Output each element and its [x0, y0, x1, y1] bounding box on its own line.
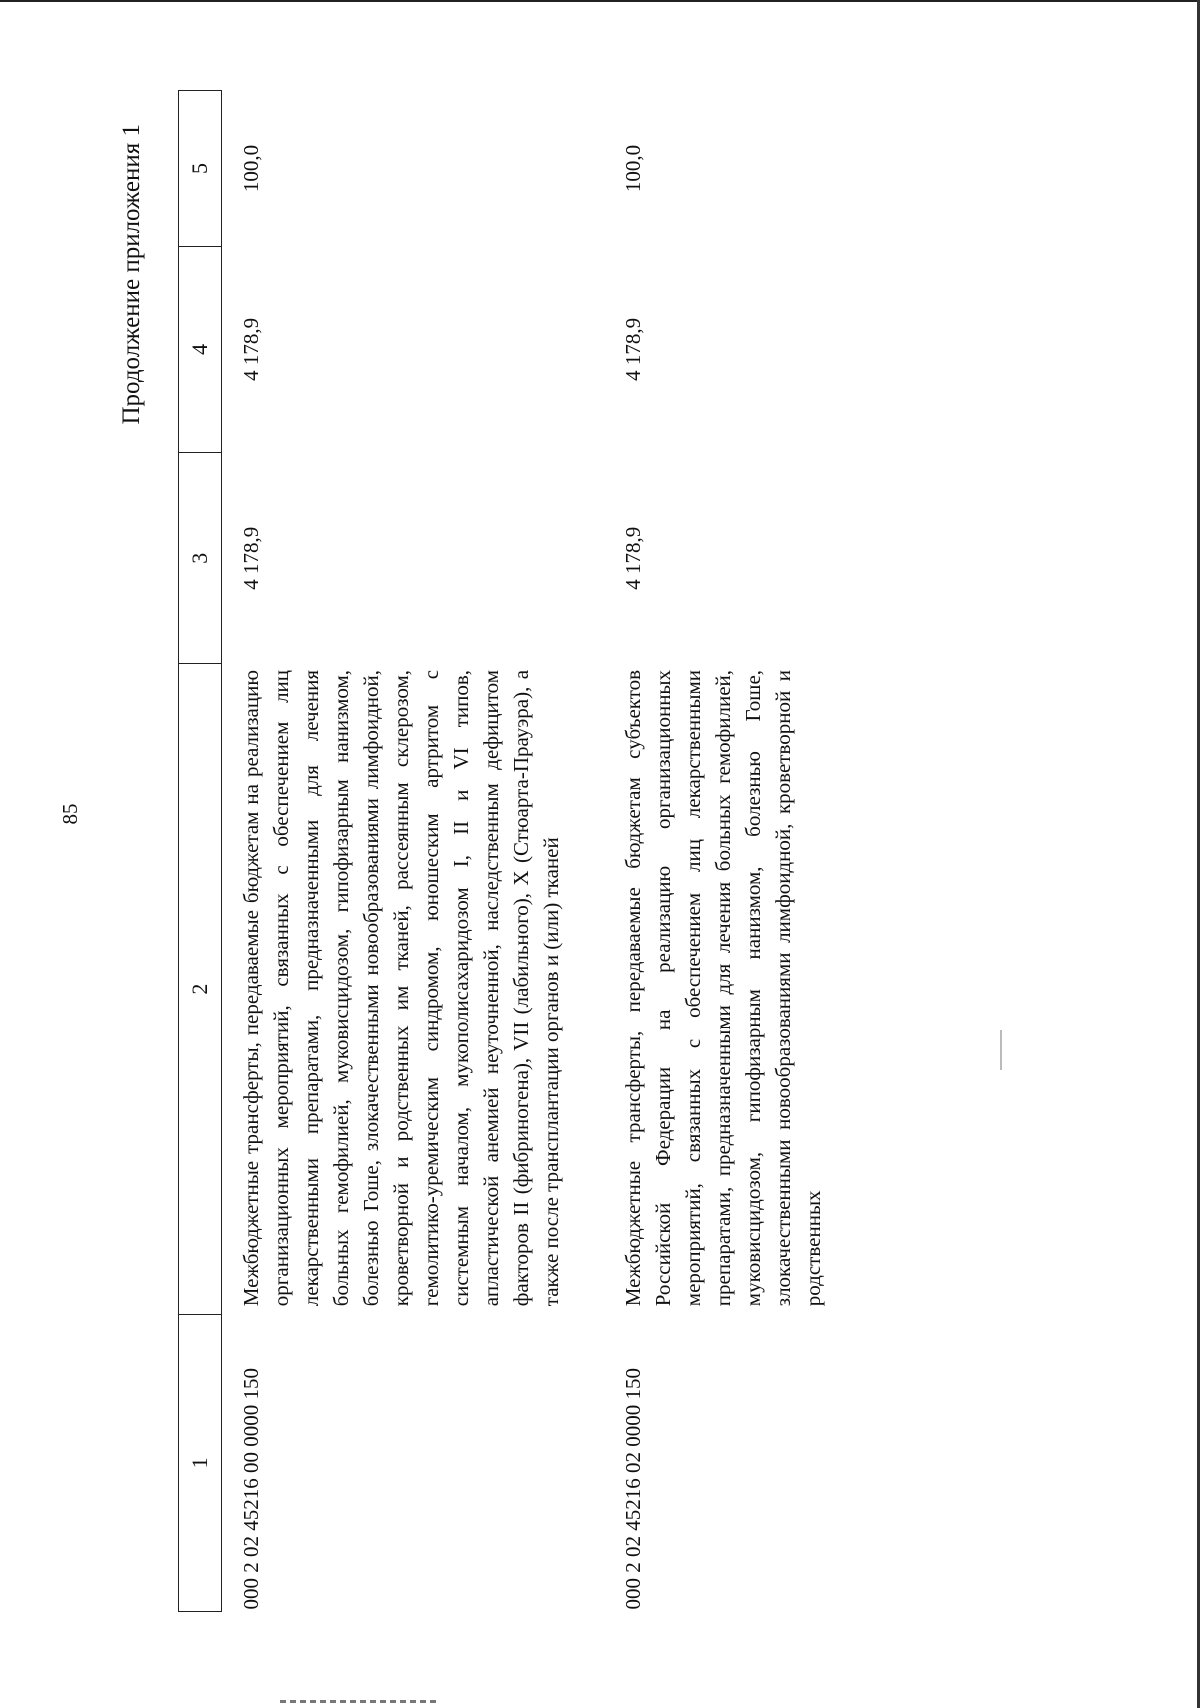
value-col3: 4 178,9 — [621, 526, 645, 590]
table-row — [604, 91, 828, 1612]
budget-code: 000 2 02 45216 02 0000 150 — [621, 1368, 645, 1610]
continuation-label: Продолжение приложения 1 — [118, 124, 145, 425]
column-header-1: 1 — [179, 1314, 222, 1611]
table-row — [222, 91, 605, 1612]
appendix-table — [178, 90, 828, 1612]
table-header-row — [179, 91, 222, 1612]
column-header-4: 4 — [179, 246, 222, 452]
page-number: 85 — [58, 803, 82, 825]
value-col4: 4 178,9 — [621, 317, 645, 381]
value-col5: 100,0 — [621, 144, 645, 193]
row-description: Межбюджетные трансферты, передаваемые бюджетам на реализацию организационных мероприятий, связанных с обеспечением лиц лекарственными препаратами, предназначенными для лечения больных гемофилией, муковисцидозом, гипофизарным нанизмом, болезнью Гоше, злокачественными новообразованиями лимфоидной, кроветворной и родственных им тканей, рассеянным склерозом, гемолитико-уремическим синдромом, юношеским артритом с системным началом, мукополисахаридозом I, II и VI типов, апластической анемией неуточненной, наследственным дефицитом факторов II (фибриногена), VII (лабильного), X (Стюарта-Прауэра), а также после трансплантации органов и (или) тканей — [239, 669, 563, 1307]
value-col4: 4 178,9 — [239, 317, 263, 381]
row-description: Межбюджетные трансферты, передаваемые бюджетам субъектов Российской Федерации на реализацию организационных мероприятий, связанных с обеспечением лиц лекарственными препаратами, предназначенными для лечения больных гемофилией, муковисцидозом, гипофизарным нанизмом, болезнью Гоше, злокачественными новообразованиями лимфоидной, кроветворной и родственных — [621, 669, 825, 1307]
column-header-3: 3 — [179, 452, 222, 664]
value-col3: 4 178,9 — [239, 526, 263, 590]
column-header-5: 5 — [179, 91, 222, 247]
budget-code: 000 2 02 45216 00 0000 150 — [239, 1368, 263, 1610]
column-header-2: 2 — [179, 664, 222, 1314]
value-col5: 100,0 — [239, 144, 263, 193]
